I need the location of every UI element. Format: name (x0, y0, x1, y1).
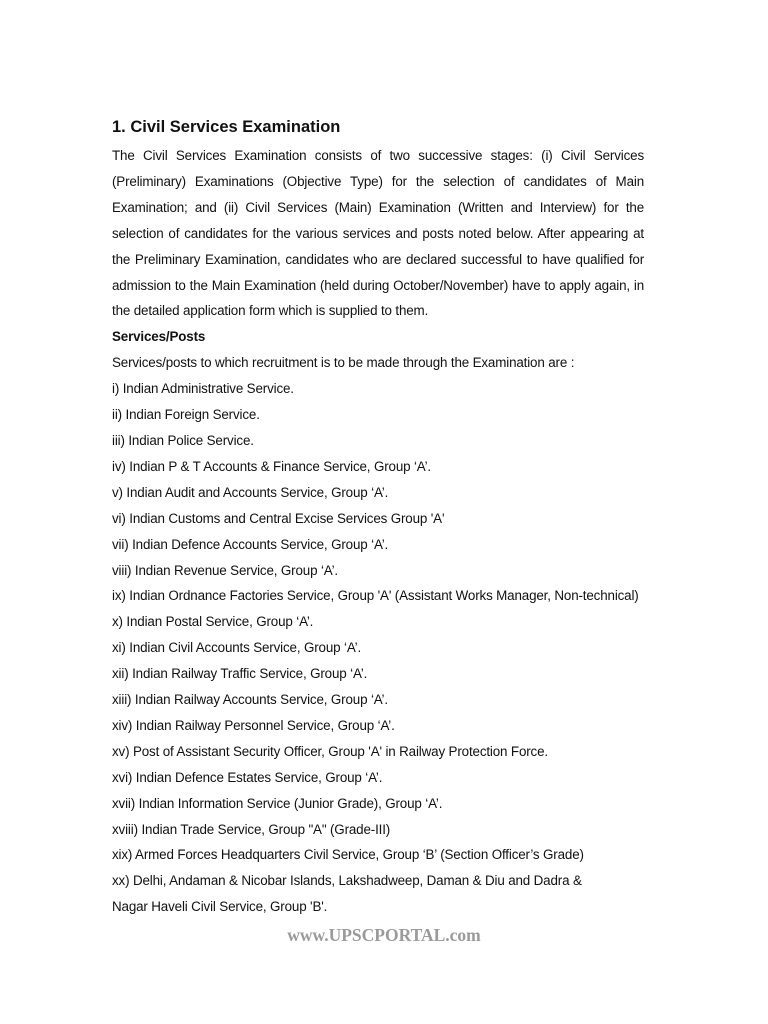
section-title: 1. Civil Services Examination (112, 118, 341, 136)
list-item: iv) Indian P & T Accounts & Finance Service, Group ‘A’. (112, 458, 431, 474)
list-item: xvii) Indian Information Service (Junior Grade), Group ‘A’. (112, 795, 443, 811)
footer-watermark: www.UPSCPORTAL.com (287, 925, 481, 945)
list-item: xv) Post of Assistant Security Officer, Group 'A' in Railway Protection Force. (112, 743, 548, 759)
services-heading: Services/Posts (112, 329, 206, 345)
list-item: x) Indian Postal Service, Group ‘A’. (112, 614, 314, 630)
list-item: iii) Indian Police Service. (112, 432, 254, 448)
document-body (112, 116, 672, 920)
services-intro: Services/posts to which recruitment is to be made through the Examination are : (112, 355, 575, 371)
list-item: viii) Indian Revenue Service, Group ‘A’. (112, 562, 338, 578)
intro-paragraph: The Civil Services Examination consists of two successive stages: (i) Civil Services (Preliminary) Examinations (Objective Type) for the selection of candidates of Main Examination; and (ii) Civil Services (Main) Examination (Written and Interview) for the selection of candidates for the various services and posts noted below. After appearing at the Preliminary Examination, candidates who are declared successful to have qualified for admission to the Main Examination (held during October/November) have to apply again, in the detailed application form which is supplied to them. (112, 148, 644, 319)
list-item: v) Indian Audit and Accounts Service, Group ‘A’. (112, 484, 389, 500)
list-item: i) Indian Administrative Service. (112, 381, 294, 397)
list-item: xx) Delhi, Andaman & Nicobar Islands, Lakshadweep, Daman & Diu and Dadra & Nagar Haveli Civil Service, Group 'B'. (112, 873, 582, 915)
list-item: xix) Armed Forces Headquarters Civil Service, Group ‘B’ (Section Officer’s Grade) (112, 847, 584, 863)
list-item: xiii) Indian Railway Accounts Service, Group ‘A’. (112, 692, 388, 708)
list-item: xi) Indian Civil Accounts Service, Group ‘A’. (112, 640, 362, 656)
list-item: xviii) Indian Trade Service, Group "A" (Grade-III) (112, 821, 391, 837)
services-list (112, 376, 672, 920)
list-item: ix) Indian Ordnance Factories Service, Group 'A' (Assistant Works Manager, Non-technical) (112, 588, 639, 604)
list-item: xiv) Indian Railway Personnel Service, Group ‘A’. (112, 717, 395, 733)
list-item: xii) Indian Railway Traffic Service, Group ‘A’. (112, 666, 368, 682)
list-item: vii) Indian Defence Accounts Service, Group ‘A’. (112, 536, 389, 552)
list-item: ii) Indian Foreign Service. (112, 407, 260, 423)
list-item: vi) Indian Customs and Central Excise Services Group 'A' (112, 510, 445, 526)
list-item: xvi) Indian Defence Estates Service, Group ‘A’. (112, 769, 383, 785)
